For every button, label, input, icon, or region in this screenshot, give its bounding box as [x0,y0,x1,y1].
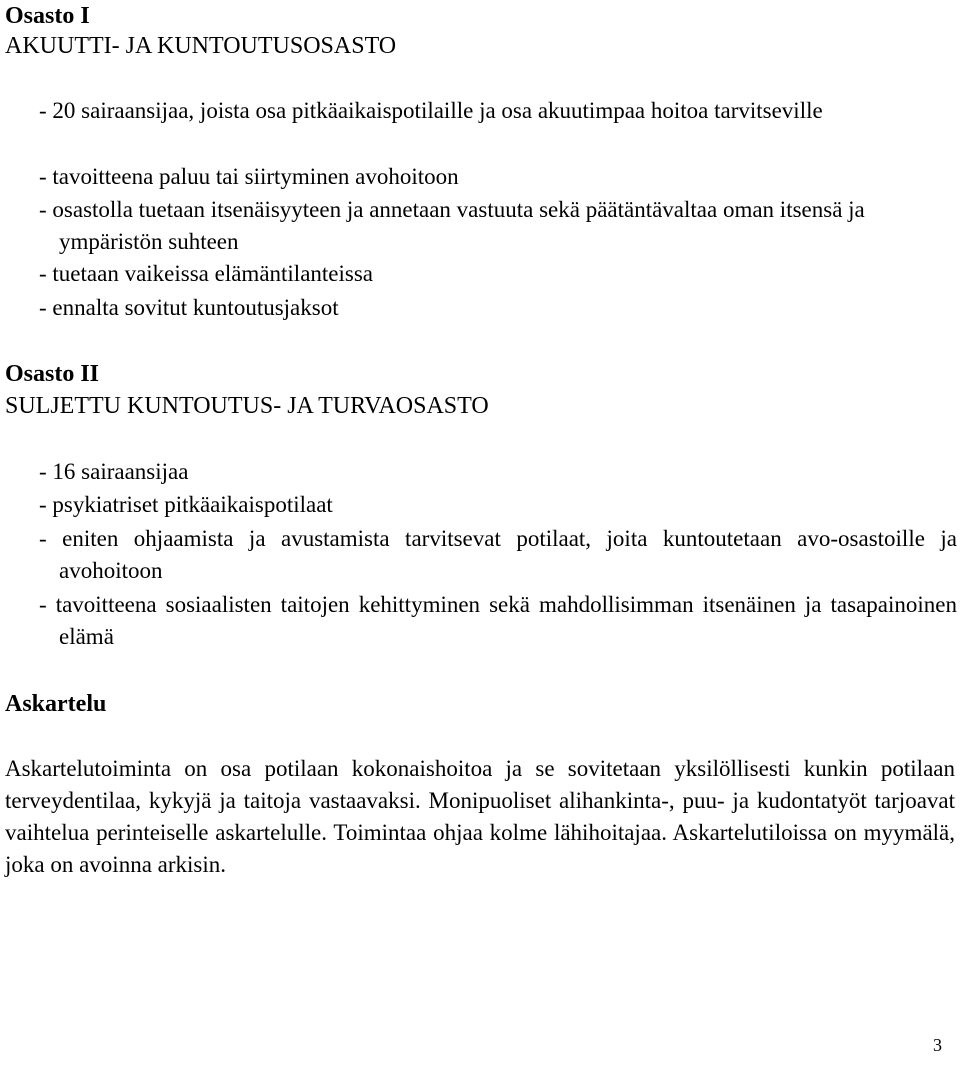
section1-item-3: - osastolla tuetaan itsenäisyyteen ja annetaan vastuuta sekä päätäntävaltaa oman itsensä ja ympäristön suhteen [39,197,865,254]
section1-subheading: AKUUTTI- JA KUNTOUTUSOSASTO [5,33,397,59]
section1-item-2: - tavoitteena paluu tai siirtyminen avohoitoon [39,164,459,189]
section3-heading: Askartelu [5,691,107,717]
section1-item-4: - tuetaan vaikeissa elämäntilanteissa [39,261,374,286]
page-number: 3 [933,1035,942,1055]
section1-item-1: - 20 sairaansijaa, joista osa pitkäaikaispotilaille ja osa akuutimpaa hoitoa tarvitseville [39,98,823,123]
section2-heading: Osasto II [5,361,100,387]
section3-paragraph: Askartelutoiminta on osa potilaan kokonaishoitoa ja se sovitetaan yksilöllisesti kunkin potilaan terveydentilaa, kykyjä ja taitoja vastaavaksi. Monipuoliset alihankinta-, puu- ja kudontatyöt tarjoavat vaihtelua perinteiselle askartelulle. Toimintaa ohjaa kolme lähihoitajaa. Askartelutiloissa on myymälä, joka on avoinna arkisin. [5,756,955,877]
section2-item-1: - 16 sairaansijaa [39,459,189,484]
section2-subheading: SULJETTU KUNTOUTUS- JA TURVAOSASTO [5,393,489,419]
section1-item-5: - ennalta sovitut kuntoutusjaksot [39,295,339,320]
section2-item-4: - tavoitteena sosiaalisten taitojen kehittyminen sekä mahdollisimman itsenäinen ja tasapainoinen elämä [39,592,957,649]
section2-item-2: - psykiatriset pitkäaikaispotilaat [39,492,333,517]
section2-item-3: - eniten ohjaamista ja avustamista tarvitsevat potilaat, joita kuntoutetaan avo-osastoille ja avohoitoon [39,526,957,583]
document-page [5,0,955,1066]
section1-heading: Osasto I [5,3,90,29]
